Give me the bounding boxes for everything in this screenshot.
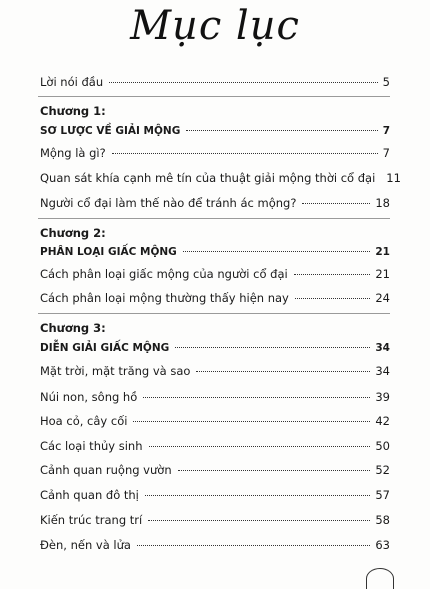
toc-entry[interactable] xyxy=(40,143,390,163)
dot-leader xyxy=(143,397,370,398)
toc-heading-label: DIỄN GIẢI GIẤC MỘNG xyxy=(40,342,170,354)
dot-leader xyxy=(148,520,370,521)
decorative-arc xyxy=(366,568,394,589)
toc-entry-label: Cảnh quan đô thị xyxy=(40,488,139,502)
toc-entry-page: 57 xyxy=(375,488,390,502)
chapter-3-label: Chương 3: xyxy=(40,321,106,335)
toc-entry[interactable] xyxy=(40,460,390,480)
toc-entry-label: Hoa cỏ, cây cối xyxy=(40,414,128,428)
toc-entry-label: Cách phân loại giấc mộng của người cổ đại xyxy=(40,267,288,281)
toc-entry-page: 63 xyxy=(375,538,390,552)
dot-leader xyxy=(109,82,378,83)
toc-entry-label: Lời nói đầu xyxy=(40,75,104,89)
toc-heading-page: 7 xyxy=(382,125,390,137)
chapter-2-label: Chương 2: xyxy=(40,226,106,240)
chapter-3-heading[interactable] xyxy=(40,338,390,358)
toc-entry[interactable] xyxy=(40,485,390,505)
toc-entry[interactable] xyxy=(40,535,390,555)
toc-entry[interactable] xyxy=(40,264,390,284)
toc-entry-label: Đèn, nến và lửa xyxy=(40,538,131,552)
dot-leader xyxy=(137,545,370,546)
toc-entry-page: 58 xyxy=(375,513,390,527)
toc-entry-page: 18 xyxy=(375,196,390,210)
dot-leader xyxy=(149,446,371,447)
toc-entry-label: Mộng là gì? xyxy=(40,146,106,160)
toc-entry-label: Kiến trúc trang trí xyxy=(40,513,143,527)
section-divider xyxy=(38,313,390,314)
dot-leader xyxy=(295,298,371,299)
toc-entry[interactable] xyxy=(40,361,390,381)
toc-entry-page: 24 xyxy=(375,291,390,305)
section-divider xyxy=(38,218,390,219)
toc-entry-page: 5 xyxy=(382,75,390,89)
toc-entry[interactable] xyxy=(40,436,390,456)
dot-leader xyxy=(175,347,370,348)
dot-leader xyxy=(302,203,370,204)
dot-leader xyxy=(133,421,370,422)
toc-entry-label: Người cổ đại làm thế nào để tránh ác mộng? xyxy=(40,196,297,210)
toc-entry-label: Quan sát khía cạnh mê tín của thuật giải mộng thời cổ đại xyxy=(40,171,376,185)
toc-entry-page: 34 xyxy=(375,364,390,378)
toc-heading-label: SƠ LƯỢC VỀ GIẢI MỘNG xyxy=(40,125,181,137)
section-divider xyxy=(38,96,390,97)
toc-entry-page: 39 xyxy=(375,390,390,404)
toc-entry[interactable] xyxy=(40,288,390,308)
toc-entry-foreword[interactable] xyxy=(40,72,390,92)
toc-entry-page: 21 xyxy=(375,267,390,281)
toc-entry-label: Cảnh quan ruộng vườn xyxy=(40,463,172,477)
page-title: Mục lục xyxy=(130,3,300,49)
dot-leader xyxy=(183,251,371,252)
dot-leader xyxy=(145,495,370,496)
dot-leader xyxy=(112,153,378,154)
dot-leader xyxy=(178,470,371,471)
toc-entry[interactable] xyxy=(40,387,390,407)
toc-entry-page: 11 xyxy=(386,171,401,185)
toc-heading-label: PHÂN LOẠI GIẤC MỘNG xyxy=(40,246,177,258)
toc-heading-page: 34 xyxy=(375,342,390,354)
toc-entry-page: 7 xyxy=(382,146,390,160)
toc-entry[interactable] xyxy=(40,411,390,431)
toc-entry-label: Cách phân loại mộng thường thấy hiện nay xyxy=(40,291,289,305)
toc-entry-page: 42 xyxy=(375,414,390,428)
toc-entry[interactable] xyxy=(40,168,401,188)
chapter-2-heading[interactable] xyxy=(40,242,390,262)
chapter-1-label: Chương 1: xyxy=(40,104,106,118)
dot-leader xyxy=(196,371,370,372)
toc-entry[interactable] xyxy=(40,510,390,530)
toc-entry-label: Núi non, sông hồ xyxy=(40,390,138,404)
chapter-1-heading[interactable] xyxy=(40,121,390,141)
toc-entry-page: 50 xyxy=(375,439,390,453)
dot-leader xyxy=(186,130,377,131)
toc-entry-label: Mặt trời, mặt trăng và sao xyxy=(40,364,191,378)
dot-leader xyxy=(294,274,371,275)
toc-entry-page: 52 xyxy=(375,463,390,477)
toc-heading-page: 21 xyxy=(375,246,390,258)
toc-entry[interactable] xyxy=(40,193,390,213)
toc-entry-label: Các loại thủy sinh xyxy=(40,439,143,453)
